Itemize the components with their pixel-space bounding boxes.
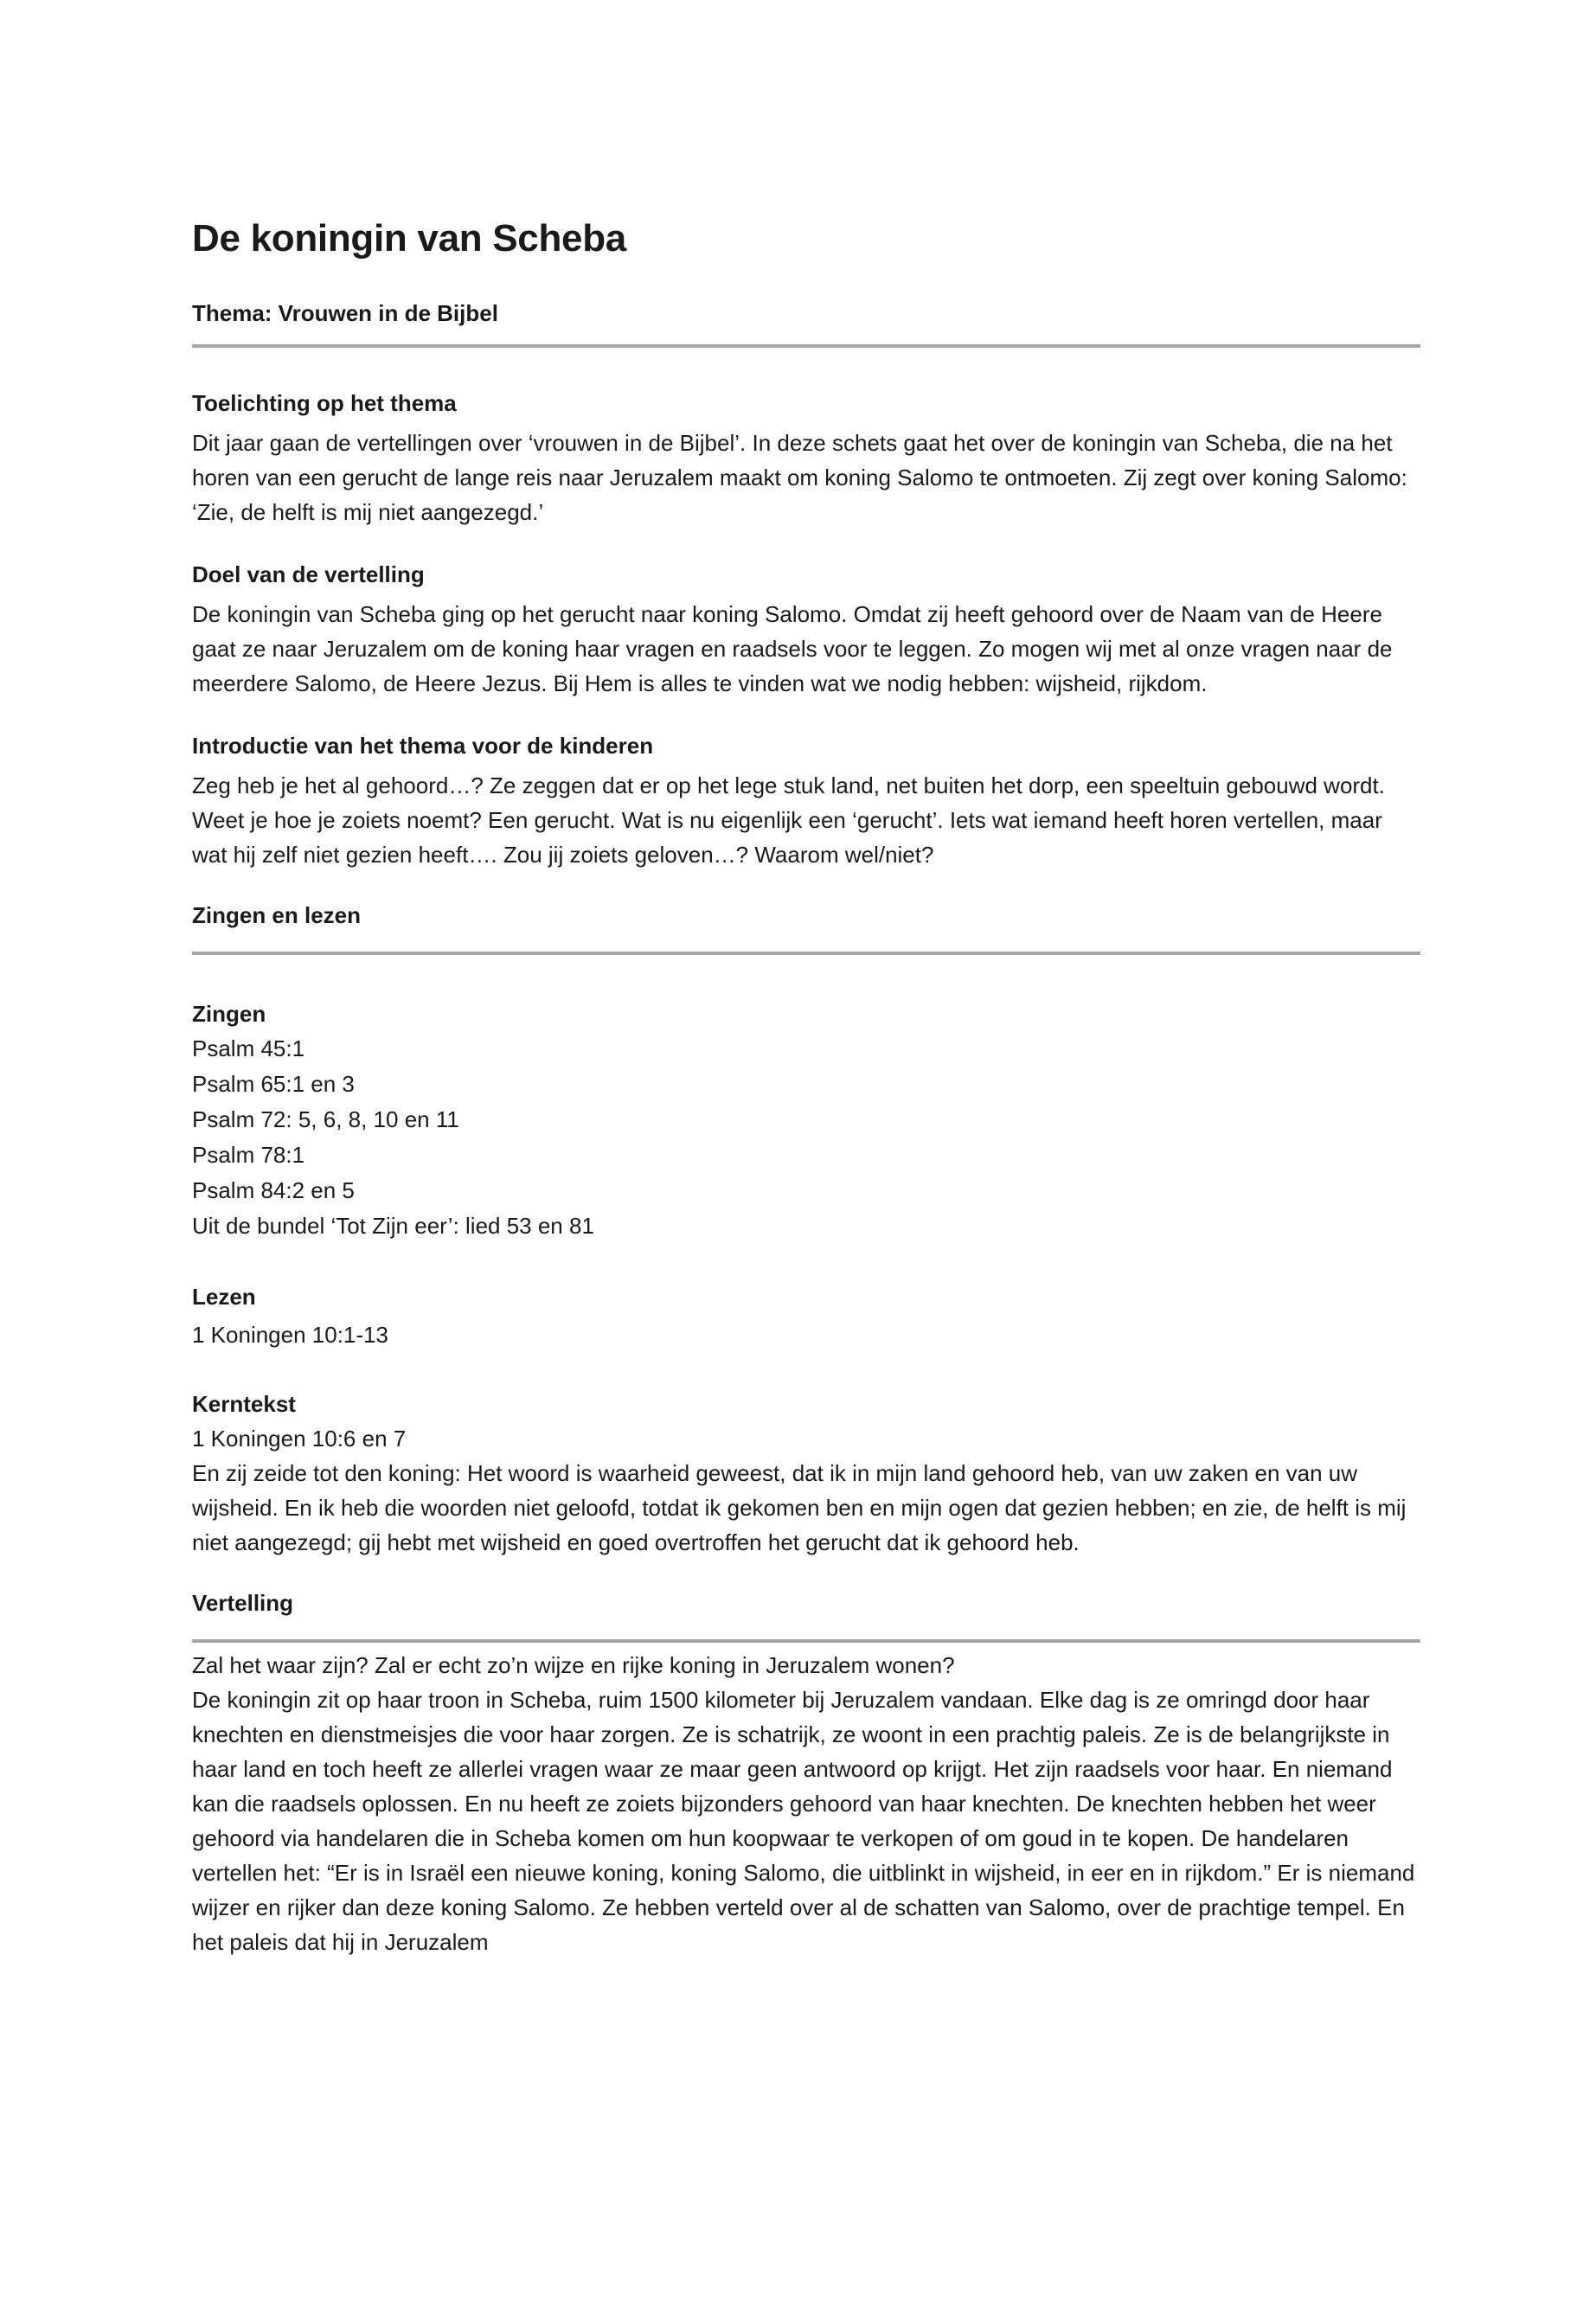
list-item: Psalm 45:1 — [192, 1035, 305, 1061]
divider-rule — [192, 1639, 1420, 1643]
vertelling-text: De koningin zit op haar troon in Scheba, ruim 1500 kilometer bij Jeruzalem vandaan. Elke dag is ze omringd door haar knechten en dienstmeisjes die voor haar zorgen. Ze is schatrijk, ze woont in een prachtig paleis. Ze is de belangrijkste in haar land en toch heeft ze allerlei vragen waar ze maar geen antwoord op krijgt. Het zijn raadsels voor haar. En niemand kan die raadsels oplossen. En nu heeft ze zoiets bijzonders gehoord van haar knechten. De knechten hebben het weer gehoord via handelaren die in Scheba komen om hun koopwaar te verkopen of om goud in te kopen. De handelaren vertellen het: “Er is in Israël een nieuwe koning, koning Salomo, die uitblinkt in wijsheid, in eer en in rijkdom.” Er is niemand wijzer en rijker dan deze koning Salomo. Ze hebben verteld over al de schatten van Salomo, over de prachtige tempel. En het paleis dat hij in Jeruzalem — [192, 1687, 1415, 1955]
lezen-text: 1 Koningen 10:1-13 — [192, 1322, 388, 1348]
zingen-lezen-heading: Zingen en lezen — [192, 902, 362, 928]
doel-heading: Doel van de vertelling — [192, 561, 425, 587]
kerntekst-heading: Kerntekst — [192, 1391, 296, 1417]
introductie-heading: Introductie van het thema voor de kinderen — [192, 733, 654, 759]
document-content — [192, 213, 1420, 1959]
list-item: Psalm 84:2 en 5 — [192, 1177, 355, 1203]
kerntekst-text: En zij zeide tot den koning: Het woord is waarheid geweest, dat ik in mijn land gehoord heb, van uw zaken en van uw wijsheid. En ik heb die woorden niet geloofd, totdat ik gekomen ben en mijn ogen dat gezien hebben; en zie, de helft is mij niet aangezegd; gij hebt met wijsheid en goed overtroffen het gerucht dat ik gehoord heb. — [192, 1460, 1407, 1555]
divider-rule — [192, 344, 1420, 348]
kerntekst-ref: 1 Koningen 10:6 en 7 — [192, 1426, 407, 1452]
lezen-heading: Lezen — [192, 1284, 256, 1310]
introductie-text-2: Weet je hoe je zoiets noemt? Een gerucht. Wat is nu eigenlijk een ‘gerucht’. Iets wat iemand heeft horen vertellen, maar wat hij zelf niet gezien heeft…. Zou jij zoiets geloven…? Waarom wel/niet? — [192, 807, 1382, 868]
toelichting-text: Dit jaar gaan de vertellingen over ‘vrouwen in de Bijbel’. In deze schets gaat het over de koningin van Scheba, die na het horen van een gerucht de lange reis naar Jeruzalem maakt om koning Salomo te ontmoeten. Zij zegt over koning Salomo: ‘Zie, de helft is mij niet aangezegd.’ — [192, 430, 1407, 525]
list-item: Psalm 65:1 en 3 — [192, 1071, 355, 1097]
toelichting-heading: Toelichting op het thema — [192, 390, 457, 416]
theme-line: Thema: Vrouwen in de Bijbel — [192, 300, 498, 326]
list-item: Uit de bundel ‘Tot Zijn eer’: lied 53 en 81 — [192, 1213, 594, 1239]
list-item: Psalm 72: 5, 6, 8, 10 en 11 — [192, 1106, 459, 1132]
introductie-text-1: Zeg heb je het al gehoord…? Ze zeggen dat er op het lege stuk land, net buiten het dorp, een speeltuin gebouwd wordt. — [192, 772, 1385, 798]
zingen-heading: Zingen — [192, 1001, 266, 1027]
vertelling-line-1: Zal het waar zijn? Zal er echt zo’n wijze en rijke koning in Jeruzalem wonen? — [192, 1652, 955, 1678]
list-item: Psalm 78:1 — [192, 1142, 305, 1168]
doel-text: De koningin van Scheba ging op het gerucht naar koning Salomo. Omdat zij heeft gehoord over de Naam van de Heere gaat ze naar Jeruzalem om de koning haar vragen en raadsels voor te leggen. Zo mogen wij met al onze vragen naar de meerdere Salomo, de Heere Jezus. Bij Hem is alles te vinden wat we nodig hebben: wijsheid, rijkdom. — [192, 601, 1393, 696]
page-title: De koningin van Scheba — [192, 217, 626, 260]
divider-rule — [192, 952, 1420, 955]
vertelling-heading: Vertelling — [192, 1590, 294, 1616]
zingen-list — [192, 1031, 1420, 1244]
